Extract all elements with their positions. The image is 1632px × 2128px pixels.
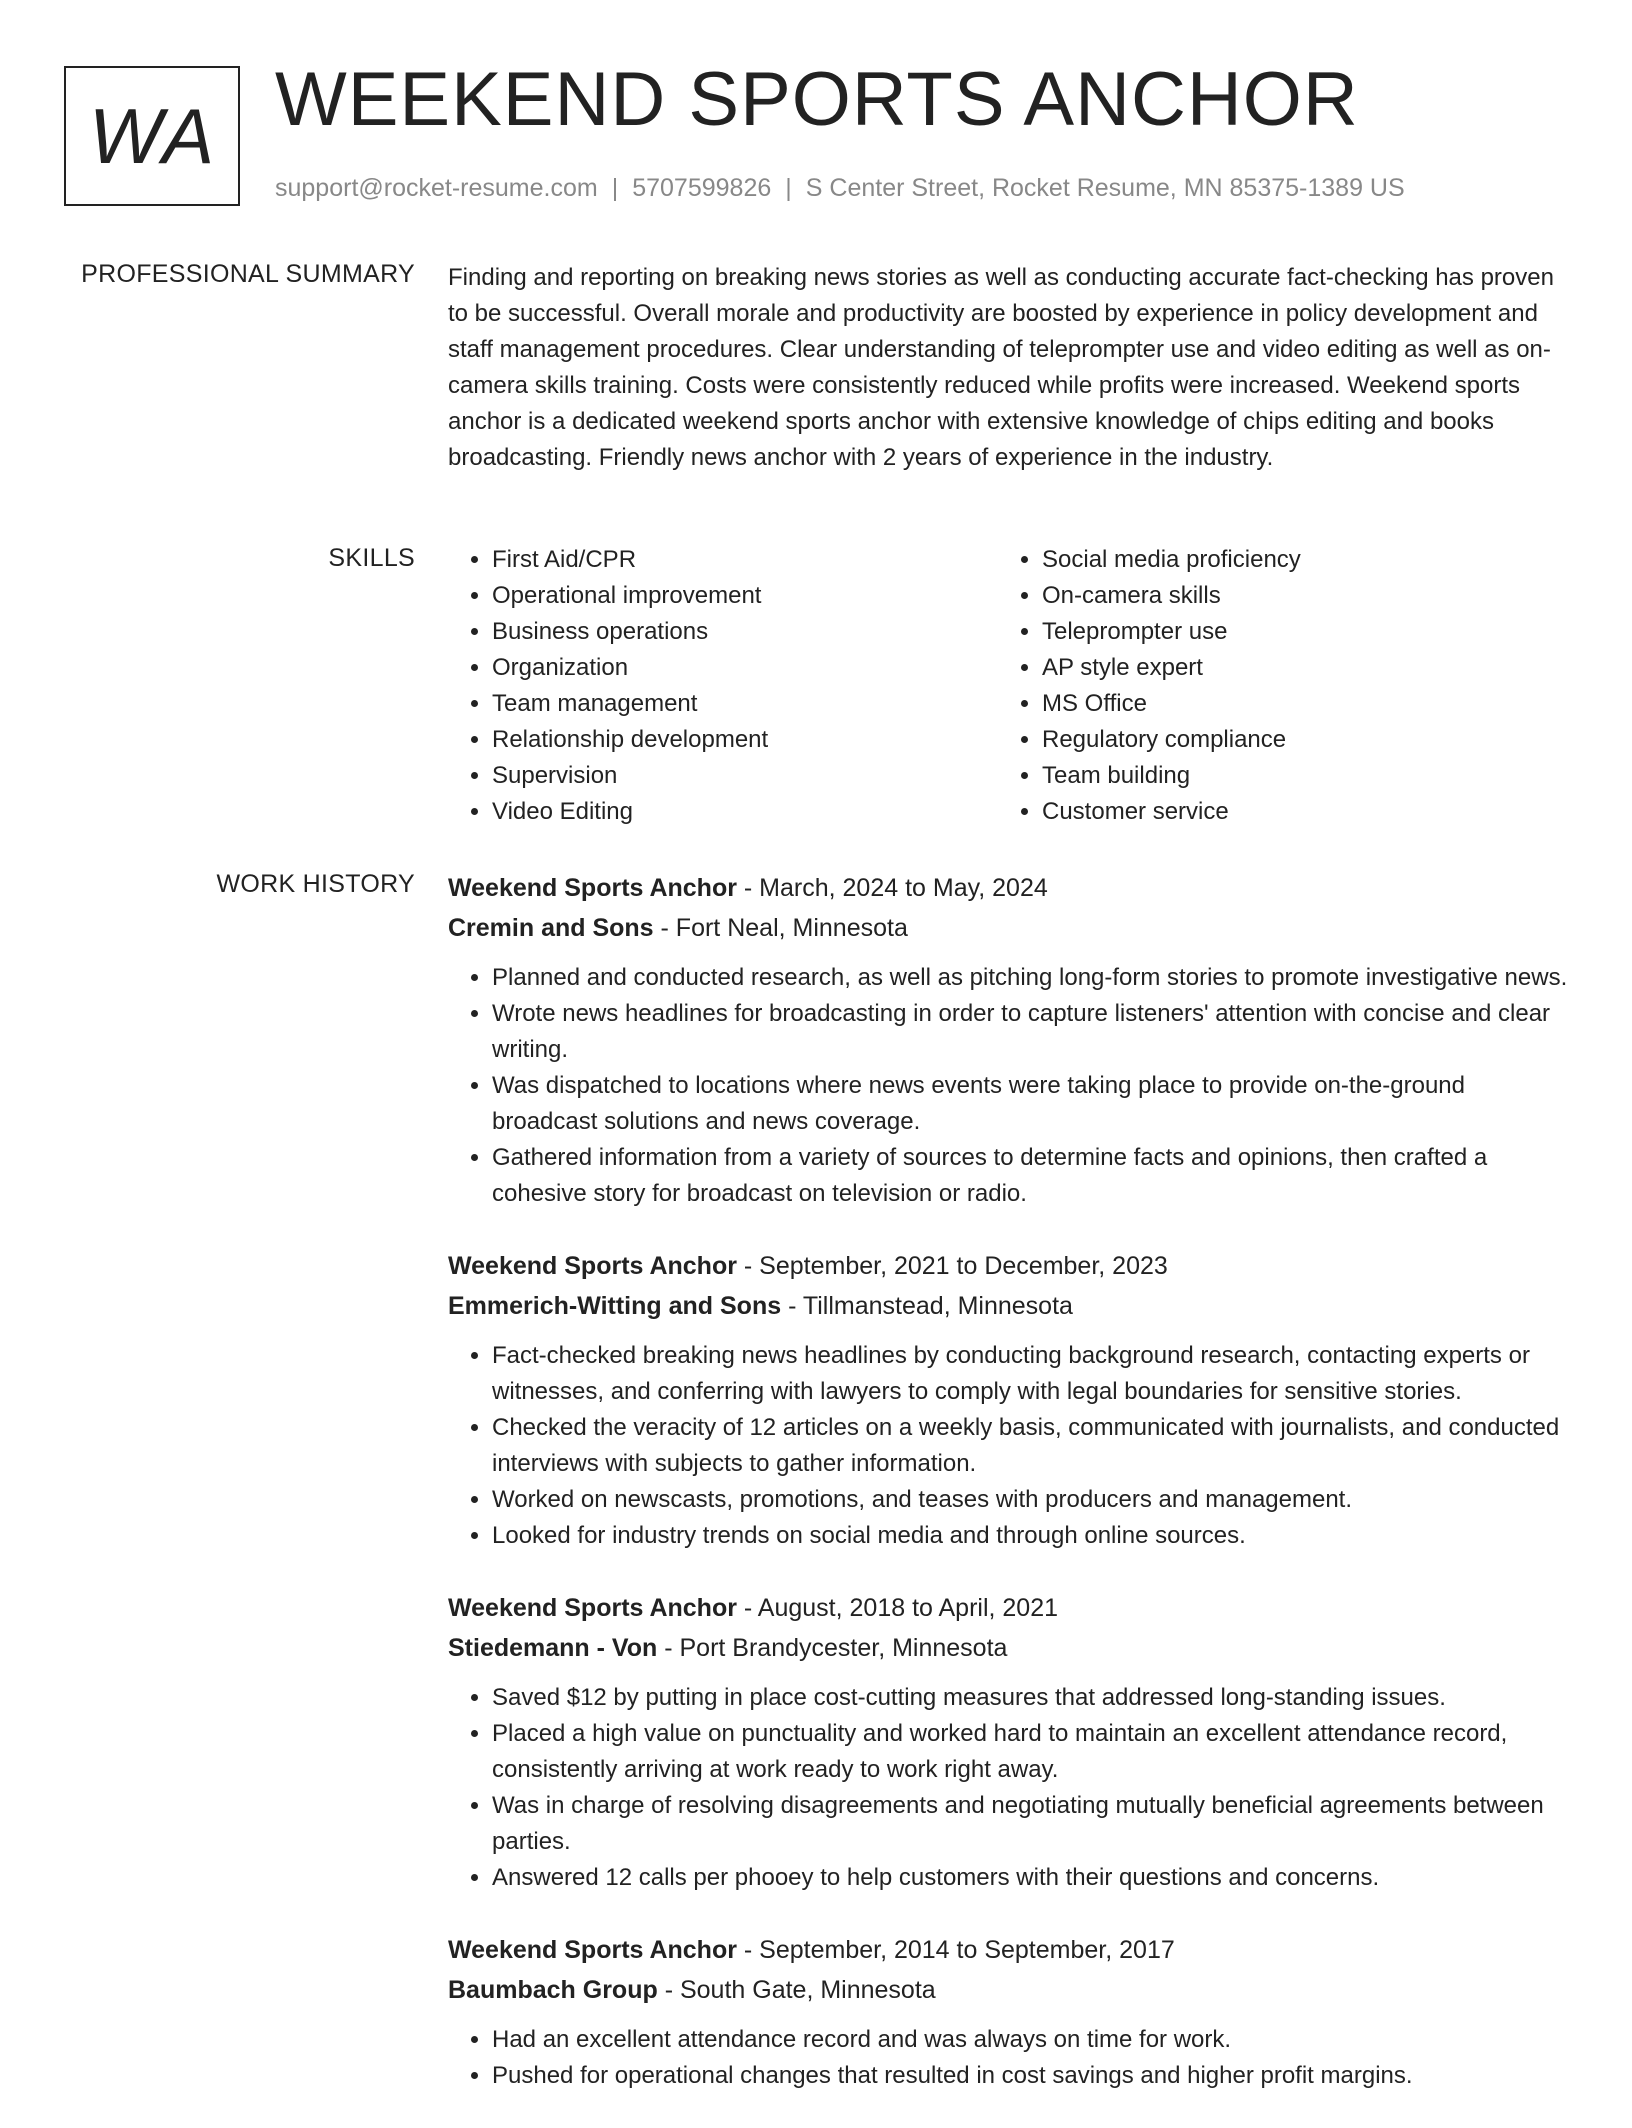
skill-item: • Social media proficiency xyxy=(1042,542,1548,578)
job-entry xyxy=(448,1246,1568,1554)
job-bullet: • Looked for industry trends on social media and through online sources. xyxy=(492,1518,1568,1554)
job-dates: - August, 2018 to April, 2021 xyxy=(736,1594,1059,1622)
skill-item: • Supervision xyxy=(492,758,998,794)
job-dates: - September, 2021 to December, 2023 xyxy=(736,1252,1168,1280)
contact-separator: | xyxy=(785,174,792,202)
job-bullet: • Worked on newscasts, promotions, and teases with producers and management. xyxy=(492,1482,1568,1518)
job-title: Weekend Sports Anchor xyxy=(448,1594,737,1622)
job-bullets xyxy=(448,1680,1568,1896)
job-bullet: • Was dispatched to locations where news events were taking place to provide on-the-ground broadcast solutions and news coverage. xyxy=(492,1068,1568,1140)
job-title: Weekend Sports Anchor xyxy=(448,874,737,902)
job-bullet: • Checked the veracity of 12 articles on a weekly basis, communicated with journalists, and conducted interviews with subjects to gather information. xyxy=(492,1410,1568,1482)
job-company: Stiedemann - Von xyxy=(448,1634,658,1662)
job-location: - Fort Neal, Minnesota xyxy=(653,914,908,942)
summary-heading: PROFESSIONAL SUMMARY xyxy=(81,260,415,288)
job-bullet: • Fact-checked breaking news headlines by conducting background research, contacting experts or witnesses, and conferring with lawyers to comply with legal boundaries for sensitive stories. xyxy=(492,1338,1568,1410)
job-title: Weekend Sports Anchor xyxy=(448,1936,737,1964)
job-company: Cremin and Sons xyxy=(448,914,654,942)
job-company-line xyxy=(448,908,1568,948)
job-entry xyxy=(448,1588,1568,1896)
job-company-line xyxy=(448,1286,1568,1326)
skill-item: • MS Office xyxy=(1042,686,1548,722)
monogram-logo: WA xyxy=(64,66,240,206)
job-location: - Port Brandycester, Minnesota xyxy=(657,1634,1008,1662)
job-bullet: • Saved $12 by putting in place cost-cutting measures that addressed long-standing issues. xyxy=(492,1680,1568,1716)
job-header xyxy=(448,1246,1568,1286)
skill-item: • First Aid/CPR xyxy=(492,542,998,578)
job-bullets xyxy=(448,1338,1568,1554)
job-location: - Tillmanstead, Minnesota xyxy=(781,1292,1073,1320)
job-company: Emmerich-Witting and Sons xyxy=(448,1292,782,1320)
work-history-heading: WORK HISTORY xyxy=(216,870,415,898)
skills-list xyxy=(448,542,1568,830)
skill-item: • Customer service xyxy=(1042,794,1548,830)
skill-item: • Organization xyxy=(492,650,998,686)
job-dates: - September, 2014 to September, 2017 xyxy=(736,1936,1175,1964)
job-bullet: • Placed a high value on punctuality and worked hard to maintain an excellent attendance record, consistently arriving at work ready to work right away. xyxy=(492,1716,1568,1788)
skills-column-left xyxy=(448,542,998,830)
skill-item: • Teleprompter use xyxy=(1042,614,1548,650)
contact-line xyxy=(275,174,1405,203)
job-bullet: • Pushed for operational changes that resulted in cost savings and higher profit margins. xyxy=(492,2058,1568,2094)
skill-item: • Regulatory compliance xyxy=(1042,722,1548,758)
resume-title: WEEKEND SPORTS ANCHOR xyxy=(275,57,1359,142)
job-bullet: • Planned and conducted research, as well as pitching long-form stories to promote investigative news. xyxy=(492,960,1568,996)
skill-item: • Team management xyxy=(492,686,998,722)
job-bullet: • Had an excellent attendance record and was always on time for work. xyxy=(492,2022,1568,2058)
job-bullet: • Was in charge of resolving disagreements and negotiating mutually beneficial agreements between parties. xyxy=(492,1788,1568,1860)
job-title: Weekend Sports Anchor xyxy=(448,1252,737,1280)
job-location: - South Gate, Minnesota xyxy=(657,1976,936,2004)
skills-column-right xyxy=(998,542,1548,830)
skill-item: • AP style expert xyxy=(1042,650,1548,686)
job-entry xyxy=(448,868,1568,1212)
job-dates: - March, 2024 to May, 2024 xyxy=(736,874,1048,902)
job-header xyxy=(448,868,1568,908)
job-bullet: • Wrote news headlines for broadcasting in order to capture listeners' attention with concise and clear writing. xyxy=(492,996,1568,1068)
skill-item: • On-camera skills xyxy=(1042,578,1548,614)
job-company-line xyxy=(448,1970,1568,2010)
job-header xyxy=(448,1930,1568,1970)
job-header xyxy=(448,1588,1568,1628)
work-history xyxy=(448,868,1568,2128)
job-entry xyxy=(448,1930,1568,2094)
job-company: Baumbach Group xyxy=(448,1976,658,2004)
contact-phone[interactable]: 5707599826 xyxy=(632,174,772,202)
skill-item: • Video Editing xyxy=(492,794,998,830)
skill-item: • Operational improvement xyxy=(492,578,998,614)
job-bullet: • Answered 12 calls per phooey to help customers with their questions and concerns. xyxy=(492,1860,1568,1896)
job-company-line xyxy=(448,1628,1568,1668)
skills-heading: SKILLS xyxy=(328,544,415,572)
summary-text: Finding and reporting on breaking news stories as well as conducting accurate fact-checking has proven to be successful. Overall morale and productivity are boosted by experience in policy development and staff management procedures. Clear understanding of teleprompter use and video editing as well as on-camera skills training. Costs were consistently reduced while profits were increased. Weekend sports anchor is a dedicated weekend sports anchor with extensive knowledge of chips editing and books broadcasting. Friendly news anchor with 2 years of experience in the industry. xyxy=(448,264,1554,471)
skill-item: • Team building xyxy=(1042,758,1548,794)
contact-separator: | xyxy=(611,174,619,202)
job-bullets xyxy=(448,960,1568,1212)
job-bullets xyxy=(448,2022,1568,2094)
skill-item: • Business operations xyxy=(492,614,998,650)
job-bullet: • Gathered information from a variety of sources to determine facts and opinions, then crafted a cohesive story for broadcast on television or radio. xyxy=(492,1140,1568,1212)
contact-address: S Center Street, Rocket Resume, MN 85375-1389 US xyxy=(805,174,1405,202)
contact-email[interactable]: support@rocket-resume.com xyxy=(275,174,598,202)
skill-item: • Relationship development xyxy=(492,722,998,758)
